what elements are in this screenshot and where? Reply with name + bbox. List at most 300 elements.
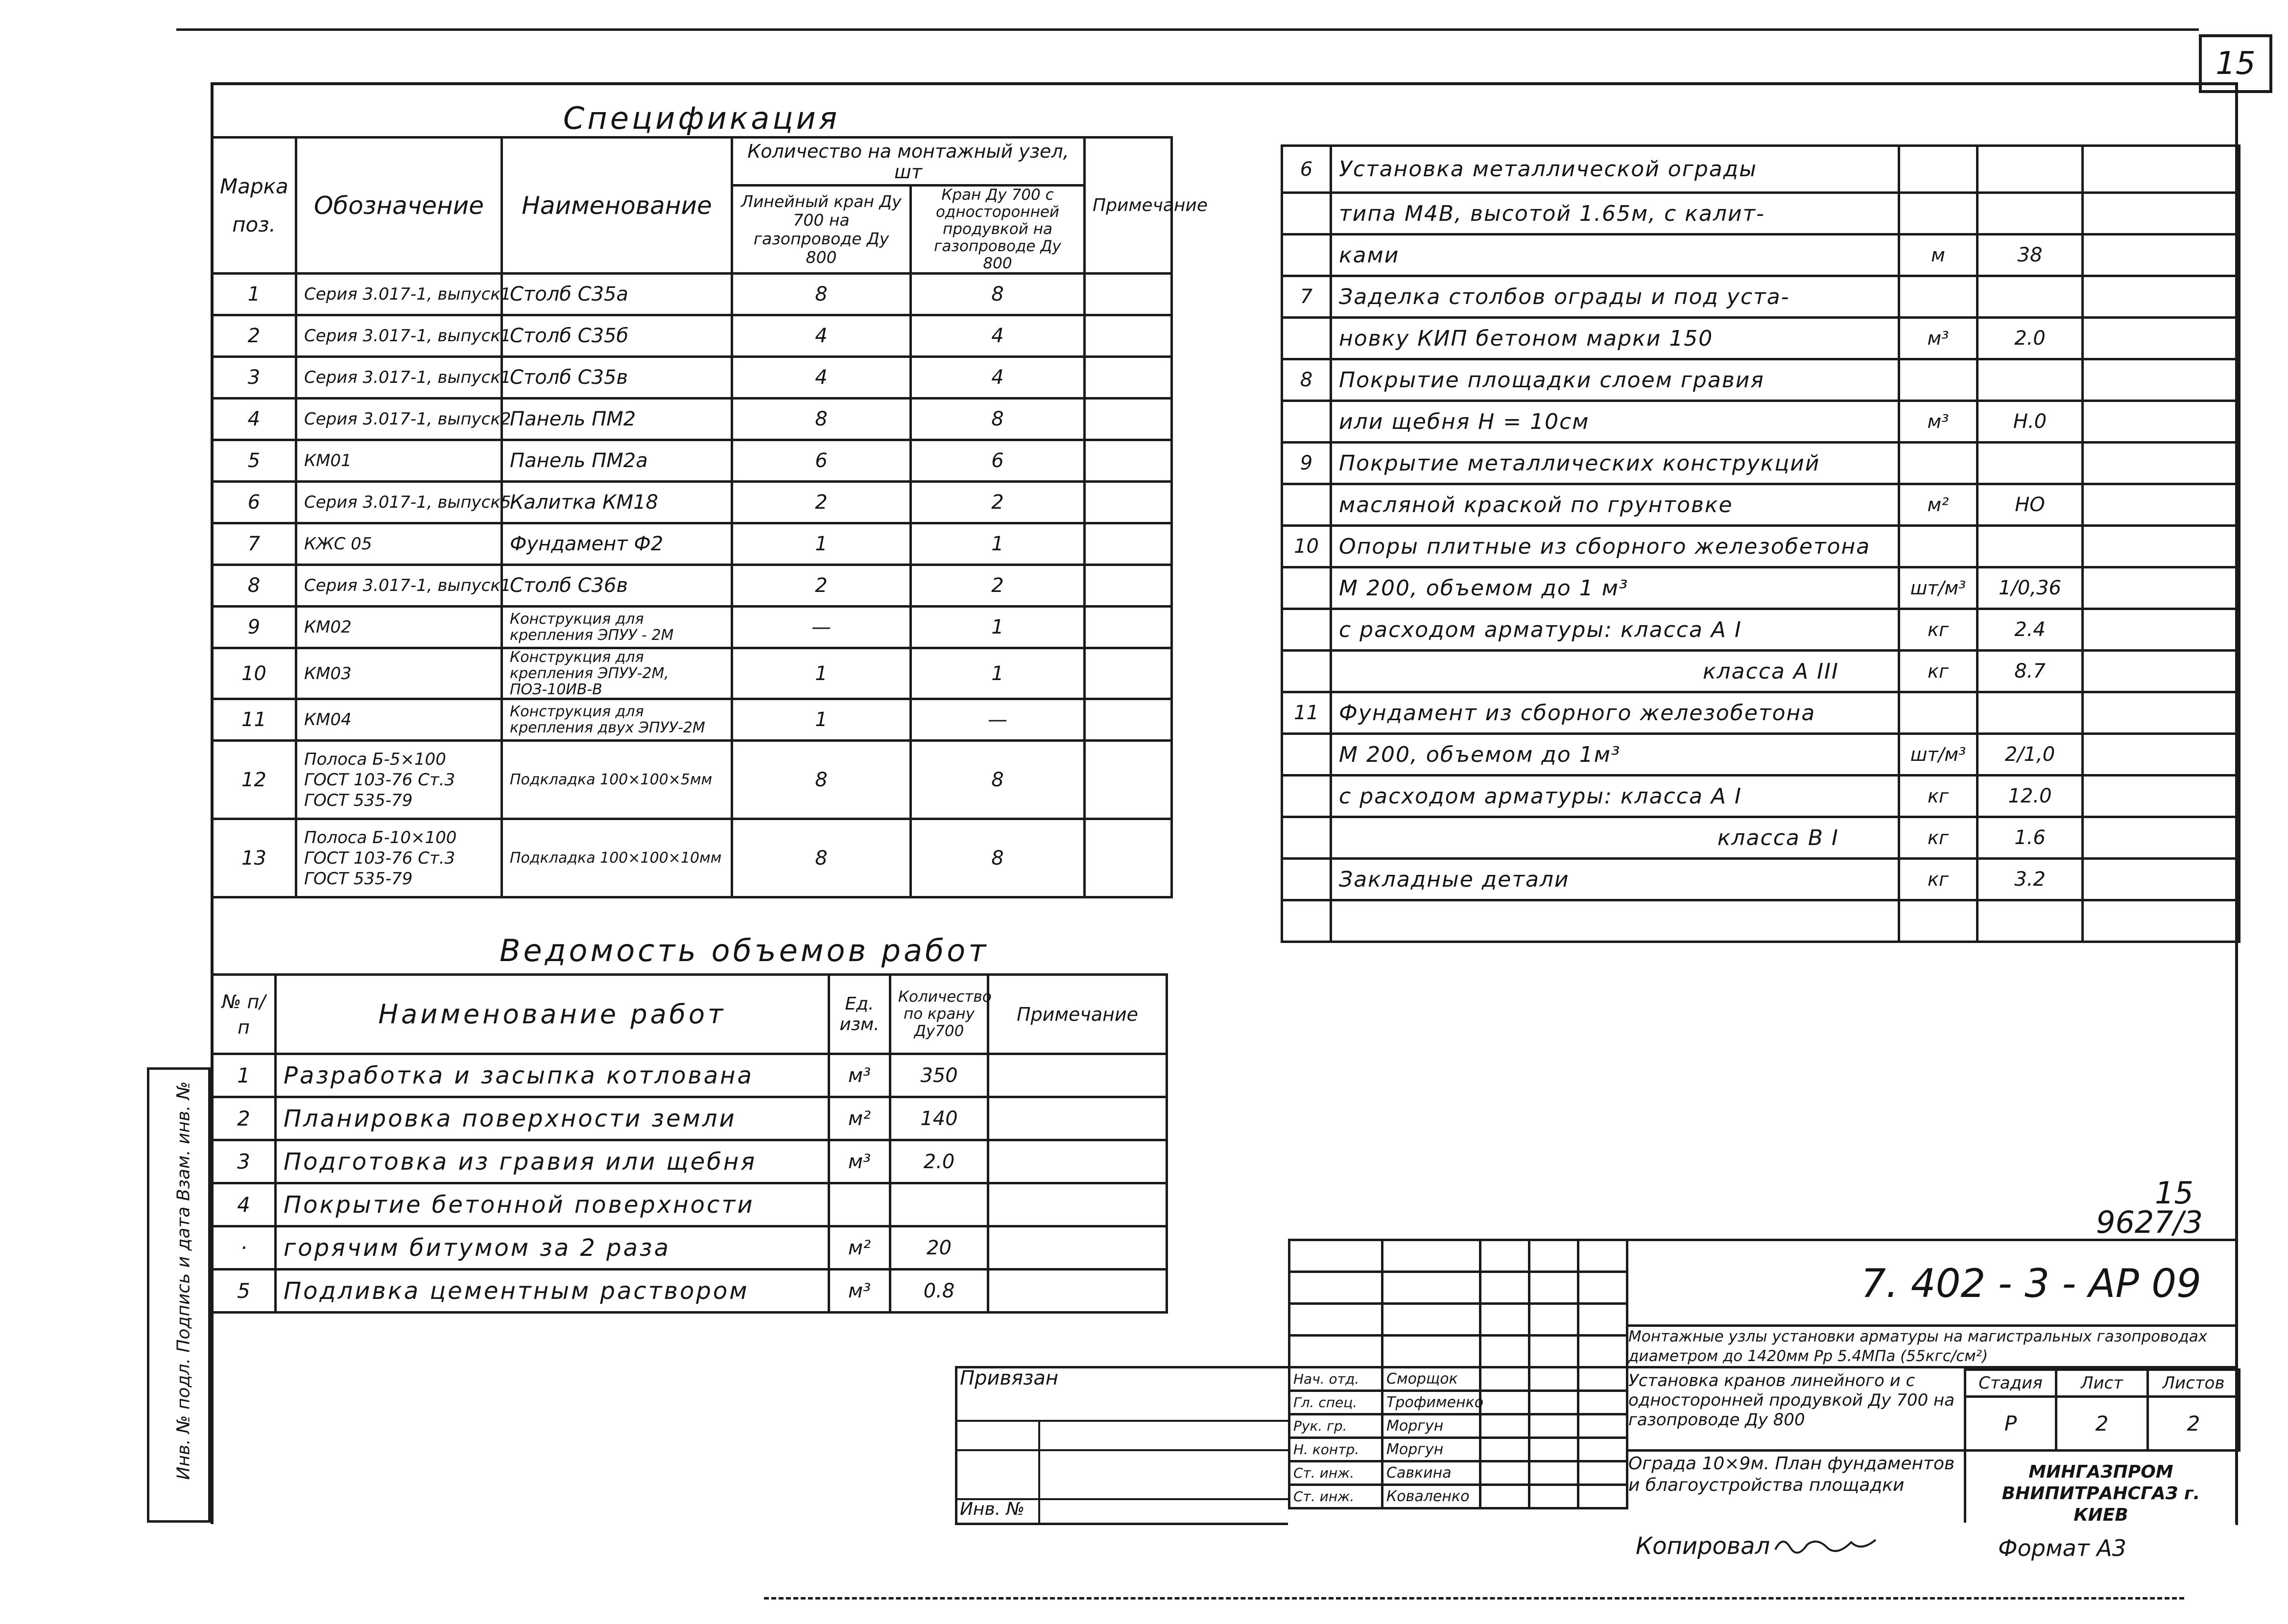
spec-cont-row: [1282, 859, 2240, 900]
spec-note: [1085, 399, 1172, 440]
cont-value: 2.0: [1978, 318, 2083, 359]
cont-mark: [1282, 484, 1331, 526]
cont-text: Покрытие металлических конструкций: [1331, 443, 1899, 484]
works-title: Ведомость объемов работ: [500, 933, 989, 968]
cont-mark: [1282, 193, 1331, 235]
cont-unit: [1899, 526, 1978, 567]
cont-value: Н.0: [1978, 401, 2083, 443]
cont-mark: [1282, 567, 1331, 609]
spec-name: Столб С35а: [502, 274, 732, 315]
drawing-title: Ограда 10×9м. План фундаментов и благоустройства площадки: [1628, 1454, 1955, 1495]
spec-qty-tap: 6: [911, 440, 1085, 482]
works-qty: 20: [890, 1226, 988, 1270]
spec-qty-linear: —: [732, 607, 911, 648]
cont-note: [2083, 692, 2240, 734]
role-title: Нач. отд.: [1289, 1367, 1382, 1391]
spec-designation: КЖС 05: [296, 523, 502, 565]
stage-table: [1964, 1368, 2240, 1452]
cont-text: Покрытие площадки слоем гравия: [1331, 359, 1899, 401]
role-row: [1289, 1461, 1627, 1485]
cont-note: [2083, 734, 2240, 776]
spec-cont-row: [1282, 193, 2240, 235]
spec-name: Конструкция для крепления ЭПУУ - 2М: [502, 607, 732, 648]
works-unit: м³: [829, 1054, 890, 1097]
cont-unit: [1899, 692, 1978, 734]
cont-unit: м³: [1899, 401, 1978, 443]
works-header-name: Наименование работ: [276, 975, 829, 1054]
spec-row: [212, 274, 1172, 315]
bound-vline: [1038, 1420, 1040, 1523]
works-row: [212, 1140, 1167, 1183]
spec-designation: Серия 3.017-1, выпуск1: [296, 315, 502, 357]
role-row: [1289, 1367, 1627, 1391]
cont-value: 2/1,0: [1978, 734, 2083, 776]
spec-note: [1085, 440, 1172, 482]
spec-note: [1085, 274, 1172, 315]
role-date: [1529, 1438, 1578, 1461]
cont-text: класса В I: [1331, 817, 1899, 859]
side-strip: [147, 1067, 211, 1523]
cont-text: [1331, 900, 1899, 942]
role-date: [1578, 1367, 1627, 1391]
cont-unit: [1899, 443, 1978, 484]
spec-designation: КМ03: [296, 648, 502, 699]
cont-mark: 10: [1282, 526, 1331, 567]
cont-value: НО: [1978, 484, 2083, 526]
works-name: Покрытие бетонной поверхности: [276, 1183, 829, 1226]
top-border-line: [176, 28, 2199, 31]
works-qty: 140: [890, 1097, 988, 1140]
works-unit: м³: [829, 1140, 890, 1183]
works-name: Разработка и засыпка котлована: [276, 1054, 829, 1097]
spec-cont-row: [1282, 817, 2240, 859]
cont-value: 12.0: [1978, 776, 2083, 817]
cont-unit: кг: [1899, 609, 1978, 651]
spec-qty-tap: 2: [911, 482, 1085, 523]
drawing-title-divider: [1626, 1449, 1964, 1452]
cont-unit: [1899, 900, 1978, 942]
spec-cont-row: [1282, 235, 2240, 276]
spec-row: [212, 482, 1172, 523]
role-date: [1529, 1461, 1578, 1485]
role-date: [1578, 1438, 1627, 1461]
spec-row: [212, 357, 1172, 399]
doc-number-big: 9627/3: [2096, 1204, 2203, 1240]
works-unit: м³: [829, 1270, 890, 1313]
spec-name: Конструкция для крепления двух ЭПУУ-2М: [502, 699, 732, 741]
spec-designation: КМ01: [296, 440, 502, 482]
role-date: [1578, 1461, 1627, 1485]
cont-value: 1.6: [1978, 817, 2083, 859]
spec-qty-linear: 8: [732, 741, 911, 819]
spec-row: [212, 819, 1172, 897]
cont-unit: кг: [1899, 817, 1978, 859]
header-qty-tap: Кран Ду 700 с односторонней продувкой на газопроводе Ду 800: [911, 186, 1085, 274]
role-row: [1289, 1414, 1627, 1438]
spec-row: [212, 440, 1172, 482]
spec-row: [212, 699, 1172, 741]
spec-name: Столб С36в: [502, 565, 732, 607]
spec-mark: 2: [212, 315, 296, 357]
cont-value: 1/0,36: [1978, 567, 2083, 609]
spec-cont-row: [1282, 776, 2240, 817]
spec-note: [1085, 482, 1172, 523]
cont-value: [1978, 443, 2083, 484]
spec-qty-linear: 1: [732, 648, 911, 699]
spec-mark: 1: [212, 274, 296, 315]
role-name: Сморщок: [1382, 1367, 1480, 1391]
spec-designation: Серия 3.017-1, выпуск1: [296, 274, 502, 315]
spec-cont-row: [1282, 567, 2240, 609]
works-note: [988, 1270, 1167, 1313]
cont-unit: [1899, 359, 1978, 401]
spec-qty-tap: 1: [911, 648, 1085, 699]
role-row: [1289, 1438, 1627, 1461]
role-signature: [1480, 1367, 1529, 1391]
cont-note: [2083, 859, 2240, 900]
cont-note: [2083, 401, 2240, 443]
inv-label: Инв. №: [960, 1499, 1025, 1519]
works-qty: 0.8: [890, 1270, 988, 1313]
header-name: Наименование: [502, 138, 732, 274]
header-qty-linear: Линейный кран Ду 700 на газопроводе Ду 800: [732, 186, 911, 274]
cont-text: с расходом арматуры: класса А I: [1331, 609, 1899, 651]
spec-qty-tap: 4: [911, 357, 1085, 399]
spec-title: Спецификация: [563, 100, 840, 136]
spec-designation: Полоса Б-10×100 ГОСТ 103-76 Ст.3 ГОСТ 535-79: [296, 819, 502, 897]
cont-unit: [1899, 276, 1978, 318]
format-label: Формат А3: [1998, 1535, 2126, 1561]
role-date: [1529, 1414, 1578, 1438]
works-num: 1: [212, 1054, 276, 1097]
bound-label: Привязан: [960, 1367, 1059, 1389]
cont-value: [1978, 276, 2083, 318]
cont-value: [1978, 900, 2083, 942]
works-row: [212, 1054, 1167, 1097]
sheet-number: 15: [2199, 34, 2272, 93]
spec-designation: КМ04: [296, 699, 502, 741]
spec-row: [212, 399, 1172, 440]
cont-unit: кг: [1899, 651, 1978, 692]
cont-unit: кг: [1899, 776, 1978, 817]
cont-note: [2083, 817, 2240, 859]
spec-name: Подкладка 100×100×5мм: [502, 741, 732, 819]
spec-name: Панель ПМ2: [502, 399, 732, 440]
works-note: [988, 1054, 1167, 1097]
works-note: [988, 1140, 1167, 1183]
doc-number-small: 15: [2155, 1175, 2193, 1211]
spec-designation: Серия 3.017-1, выпуск2: [296, 399, 502, 440]
role-name: Савкина: [1382, 1461, 1480, 1485]
role-date: [1578, 1485, 1627, 1508]
cont-text: Установка металлической ограды: [1331, 146, 1899, 193]
works-qty: [890, 1183, 988, 1226]
spec-mark: 3: [212, 357, 296, 399]
spec-note: [1085, 565, 1172, 607]
works-header-num: № п/п: [212, 975, 276, 1054]
role-signature: [1480, 1438, 1529, 1461]
spec-note: [1085, 607, 1172, 648]
cont-note: [2083, 276, 2240, 318]
spec-cont-row: [1282, 692, 2240, 734]
role-title: Гл. спец.: [1289, 1391, 1382, 1414]
spec-mark: 5: [212, 440, 296, 482]
spec-designation: Серия 3.017-1, выпуск1: [296, 357, 502, 399]
header-designation: Обозначение: [296, 138, 502, 274]
cont-note: [2083, 146, 2240, 193]
cont-text: или щебня Н = 10см: [1331, 401, 1899, 443]
cont-note: [2083, 484, 2240, 526]
spec-mark: 10: [212, 648, 296, 699]
spec-mark: 9: [212, 607, 296, 648]
cont-value: [1978, 526, 2083, 567]
spec-mark: 4: [212, 399, 296, 440]
role-title: Ст. инж.: [1289, 1461, 1382, 1485]
role-title: Ст. инж.: [1289, 1485, 1382, 1508]
cont-value: [1978, 359, 2083, 401]
spec-qty-linear: 1: [732, 523, 911, 565]
spec-note: [1085, 357, 1172, 399]
spec-designation: Полоса Б-5×100 ГОСТ 103-76 Ст.3 ГОСТ 535-79: [296, 741, 502, 819]
cont-value: 3.2: [1978, 859, 2083, 900]
cont-mark: [1282, 651, 1331, 692]
role-date: [1578, 1414, 1627, 1438]
spec-name: Калитка КМ18: [502, 482, 732, 523]
cont-text: класса А III: [1331, 651, 1899, 692]
cont-text: Закладные детали: [1331, 859, 1899, 900]
spec-cont-row: [1282, 359, 2240, 401]
cont-note: [2083, 318, 2240, 359]
works-num: 2: [212, 1097, 276, 1140]
works-qty: 350: [890, 1054, 988, 1097]
role-title: Рук. гр.: [1289, 1414, 1382, 1438]
spec-cont-row: [1282, 900, 2240, 942]
cont-note: [2083, 900, 2240, 942]
role-signature: [1480, 1461, 1529, 1485]
spec-qty-tap: 8: [911, 819, 1085, 897]
spec-name: Конструкция для крепления ЭПУУ-2М, ПОЗ-10ИВ-В: [502, 648, 732, 699]
role-signature: [1480, 1485, 1529, 1508]
spec-mark: 13: [212, 819, 296, 897]
spec-row: [212, 523, 1172, 565]
spec-table: [211, 136, 1208, 898]
spec-note: [1085, 648, 1172, 699]
spec-qty-tap: 1: [911, 523, 1085, 565]
role-signature: [1480, 1414, 1529, 1438]
spec-note: [1085, 523, 1172, 565]
spec-cont-row: [1282, 318, 2240, 359]
works-row: [212, 1183, 1167, 1226]
cont-unit: м³: [1899, 318, 1978, 359]
cont-note: [2083, 609, 2240, 651]
cont-mark: 9: [1282, 443, 1331, 484]
spec-designation: Серия 3.017-1, выпуск5: [296, 482, 502, 523]
role-name: Моргун: [1382, 1438, 1480, 1461]
cont-value: [1978, 146, 2083, 193]
stamp-description: Монтажные узлы установки арматуры на магистральных газопроводах диаметром до 1420мм Рр 5.4МПа (55кгс/см²): [1628, 1327, 2236, 1368]
spec-cont-row: [1282, 526, 2240, 567]
cont-value: [1978, 692, 2083, 734]
spec-cont-row: [1282, 651, 2240, 692]
cont-unit: [1899, 193, 1978, 235]
works-note: [988, 1097, 1167, 1140]
spec-cont-row: [1282, 484, 2240, 526]
works-unit: м²: [829, 1226, 890, 1270]
cont-mark: [1282, 776, 1331, 817]
cont-unit: [1899, 146, 1978, 193]
spec-row: [212, 565, 1172, 607]
cont-note: [2083, 776, 2240, 817]
role-name: Коваленко: [1382, 1485, 1480, 1508]
cont-mark: [1282, 318, 1331, 359]
cont-note: [2083, 193, 2240, 235]
cont-text: с расходом арматуры: класса А I: [1331, 776, 1899, 817]
spec-cont-row: [1282, 401, 2240, 443]
spec-qty-linear: 8: [732, 819, 911, 897]
works-table: [211, 973, 1168, 1314]
spec-qty-linear: 4: [732, 315, 911, 357]
works-num: ·: [212, 1226, 276, 1270]
spec-name: Фундамент Ф2: [502, 523, 732, 565]
cont-text: М 200, объемом до 1 м³: [1331, 567, 1899, 609]
works-header-qty: Количество по крану Ду700: [890, 975, 988, 1054]
works-header-unit: Ед. изм.: [829, 975, 890, 1054]
drawing-code: 7. 402 - 3 - АР 09: [1861, 1261, 2201, 1306]
works-qty: 2.0: [890, 1140, 988, 1183]
spec-qty-tap: 8: [911, 741, 1085, 819]
role-date: [1529, 1391, 1578, 1414]
spec-note: [1085, 819, 1172, 897]
role-date: [1529, 1367, 1578, 1391]
cont-value: [1978, 193, 2083, 235]
spec-qty-linear: 8: [732, 274, 911, 315]
sheet-value: 2: [2056, 1397, 2148, 1451]
cont-unit: шт/м³: [1899, 567, 1978, 609]
sheets-value: 2: [2148, 1397, 2240, 1451]
cont-text: новку КИП бетоном марки 150: [1331, 318, 1899, 359]
cont-note: [2083, 359, 2240, 401]
side-strip-text: Инв. № подл. Подпись и дата Взам. инв. №: [173, 1081, 194, 1480]
cont-text: масляной краской по грунтовке: [1331, 484, 1899, 526]
organization: МИНГАЗПРОМ ВНИПИТРАНСГАЗ г. КИЕВ: [2002, 1462, 2200, 1525]
spec-designation: Серия 3.017-1, выпуск1: [296, 565, 502, 607]
cont-note: [2083, 526, 2240, 567]
spec-name: Столб С35в: [502, 357, 732, 399]
works-name: Подливка цементным раствором: [276, 1270, 829, 1313]
cont-value: 38: [1978, 235, 2083, 276]
spec-note: [1085, 315, 1172, 357]
sheet-title: Установка кранов линейного и с односторонней продувкой Ду 700 на газопроводе Ду 800: [1628, 1371, 1955, 1430]
role-row: [1289, 1391, 1627, 1414]
works-name: Подготовка из гравия или щебня: [276, 1140, 829, 1183]
cont-text: Фундамент из сборного железобетона: [1331, 692, 1899, 734]
cont-text: М 200, объемом до 1м³: [1331, 734, 1899, 776]
spec-row: [212, 741, 1172, 819]
spec-name: Столб С35б: [502, 315, 732, 357]
spec-qty-tap: 8: [911, 274, 1085, 315]
cont-value: 2.4: [1978, 609, 2083, 651]
spec-qty-linear: 8: [732, 399, 911, 440]
spec-cont-row: [1282, 734, 2240, 776]
works-note: [988, 1183, 1167, 1226]
role-name: Моргун: [1382, 1414, 1480, 1438]
role-title: Н. контр.: [1289, 1438, 1382, 1461]
role-date: [1578, 1391, 1627, 1414]
cont-mark: [1282, 235, 1331, 276]
spec-mark: 11: [212, 699, 296, 741]
role-row: [1289, 1485, 1627, 1508]
spec-cont-row: [1282, 609, 2240, 651]
bound-line-1: [955, 1420, 1288, 1422]
spec-qty-linear: 6: [732, 440, 911, 482]
cont-text: Заделка столбов ограды и под уста-: [1331, 276, 1899, 318]
cont-mark: [1282, 859, 1331, 900]
cont-mark: 11: [1282, 692, 1331, 734]
spec-qty-linear: 2: [732, 565, 911, 607]
spec-designation: КМ02: [296, 607, 502, 648]
header-qty-group: Количество на монтажный узел, шт: [732, 138, 1085, 186]
cont-note: [2083, 567, 2240, 609]
cont-note: [2083, 651, 2240, 692]
works-unit: [829, 1183, 890, 1226]
cont-unit: м²: [1899, 484, 1978, 526]
spec-note: [1085, 741, 1172, 819]
cont-mark: 6: [1282, 146, 1331, 193]
cont-mark: [1282, 734, 1331, 776]
spec-mark: 8: [212, 565, 296, 607]
sheet-label: Лист: [2056, 1370, 2148, 1397]
cont-mark: 8: [1282, 359, 1331, 401]
spec-mark: 12: [212, 741, 296, 819]
spec-cont-row: [1282, 276, 2240, 318]
spec-cont-table: [1281, 144, 2240, 943]
header-note: Примечание: [1085, 138, 1172, 274]
cont-note: [2083, 235, 2240, 276]
works-unit: м²: [829, 1097, 890, 1140]
spec-qty-linear: 2: [732, 482, 911, 523]
cont-text: ками: [1331, 235, 1899, 276]
works-row: [212, 1226, 1167, 1270]
spec-row: [212, 315, 1172, 357]
spec-row: [212, 607, 1172, 648]
spec-mark: 7: [212, 523, 296, 565]
spec-cont-row: [1282, 443, 2240, 484]
spec-qty-tap: —: [911, 699, 1085, 741]
cont-mark: [1282, 609, 1331, 651]
stamp-left-grid: [1288, 1239, 1628, 1509]
works-num: 5: [212, 1270, 276, 1313]
works-row: [212, 1270, 1167, 1313]
bottom-dashed-line: [764, 1597, 2184, 1600]
header-mark: Марка поз.: [212, 138, 296, 274]
cont-text: Опоры плитные из сборного железобетона: [1331, 526, 1899, 567]
works-name: горячим битумом за 2 раза: [276, 1226, 829, 1270]
spec-row: [212, 648, 1172, 699]
works-note: [988, 1226, 1167, 1270]
works-num: 4: [212, 1183, 276, 1226]
bound-line-2: [955, 1449, 1288, 1451]
spec-note: [1085, 699, 1172, 741]
copied-label: Копировал: [1636, 1532, 1770, 1560]
works-num: 3: [212, 1140, 276, 1183]
spec-qty-tap: 2: [911, 565, 1085, 607]
cont-unit: кг: [1899, 859, 1978, 900]
cont-mark: 7: [1282, 276, 1331, 318]
spec-qty-linear: 4: [732, 357, 911, 399]
cont-mark: [1282, 817, 1331, 859]
spec-qty-linear: 1: [732, 699, 911, 741]
spec-qty-tap: 4: [911, 315, 1085, 357]
